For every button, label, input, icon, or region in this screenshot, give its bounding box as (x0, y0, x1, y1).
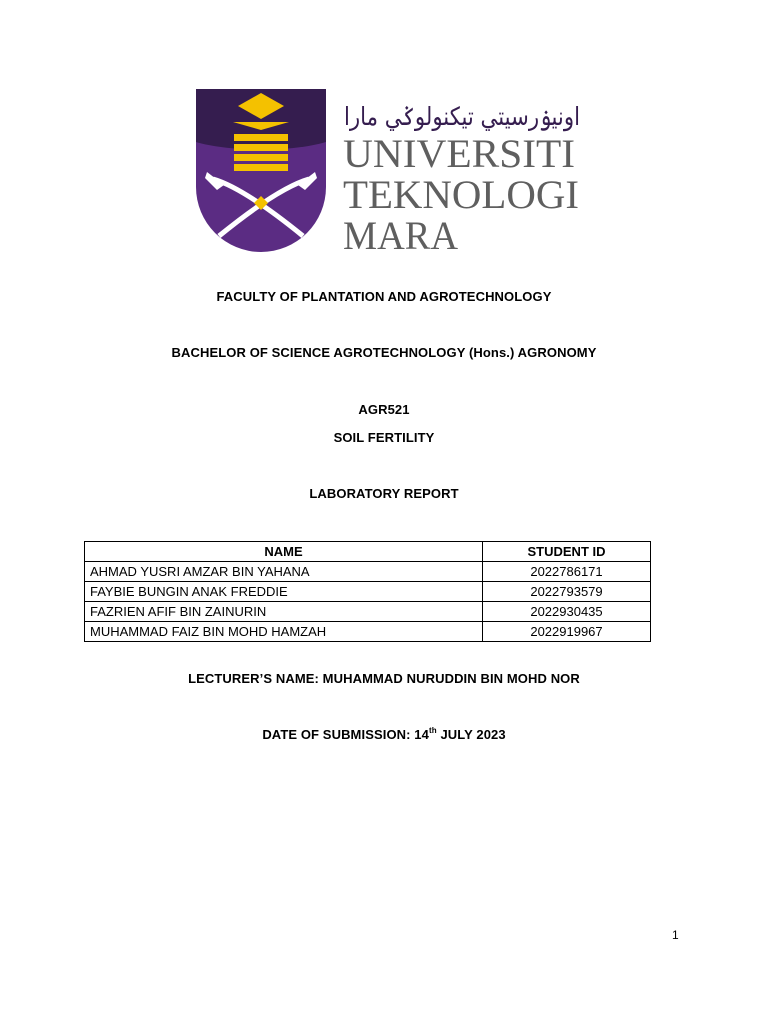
student-id-column-header: STUDENT ID (483, 542, 651, 562)
submission-date-prefix: DATE OF SUBMISSION: 14 (262, 727, 429, 742)
report-type: LABORATORY REPORT (309, 486, 459, 501)
jawi-script-text: اونيۏرسيتي تيكنولوݢي مارا (344, 102, 622, 131)
submission-date (0, 727, 768, 742)
student-id: 2022930435 (483, 602, 651, 622)
student-id: 2022793579 (483, 582, 651, 602)
faculty-heading: FACULTY OF PLANTATION AND AGROTECHNOLOGY (216, 289, 552, 304)
wordmark-line-1: UNIVERSITI (343, 131, 575, 176)
student-id: 2022919967 (483, 622, 651, 642)
table-row (85, 602, 651, 622)
table-row (85, 622, 651, 642)
uitm-logo (193, 86, 622, 258)
course-name: SOIL FERTILITY (333, 430, 435, 445)
student-name: MUHAMMAD FAIZ BIN MOHD HAMZAH (85, 622, 483, 642)
submission-date-rest: JULY 2023 (436, 727, 506, 742)
crest-emblem (196, 89, 326, 252)
name-column-header: NAME (85, 542, 483, 562)
wordmark-line-3: MARA (343, 213, 459, 258)
table-row (85, 562, 651, 582)
table-header-row (85, 542, 651, 562)
date-ordinal-suffix: th (428, 725, 437, 735)
page-number: 1 (672, 928, 679, 942)
wordmark-line-2: TEKNOLOGI (343, 172, 579, 217)
student-id: 2022786171 (483, 562, 651, 582)
course-code: AGR521 (358, 402, 410, 417)
student-name: FAZRIEN AFIF BIN ZAINURIN (85, 602, 483, 622)
lecturer-name: LECTURER’S NAME: MUHAMMAD NURUDDIN BIN MOHD NOR (188, 671, 580, 686)
student-name: AHMAD YUSRI AMZAR BIN YAHANA (85, 562, 483, 582)
student-name: FAYBIE BUNGIN ANAK FREDDIE (85, 582, 483, 602)
programme-heading: BACHELOR OF SCIENCE AGROTECHNOLOGY (Hons.) AGRONOMY (171, 345, 597, 360)
student-table (84, 541, 651, 642)
table-row (85, 582, 651, 602)
